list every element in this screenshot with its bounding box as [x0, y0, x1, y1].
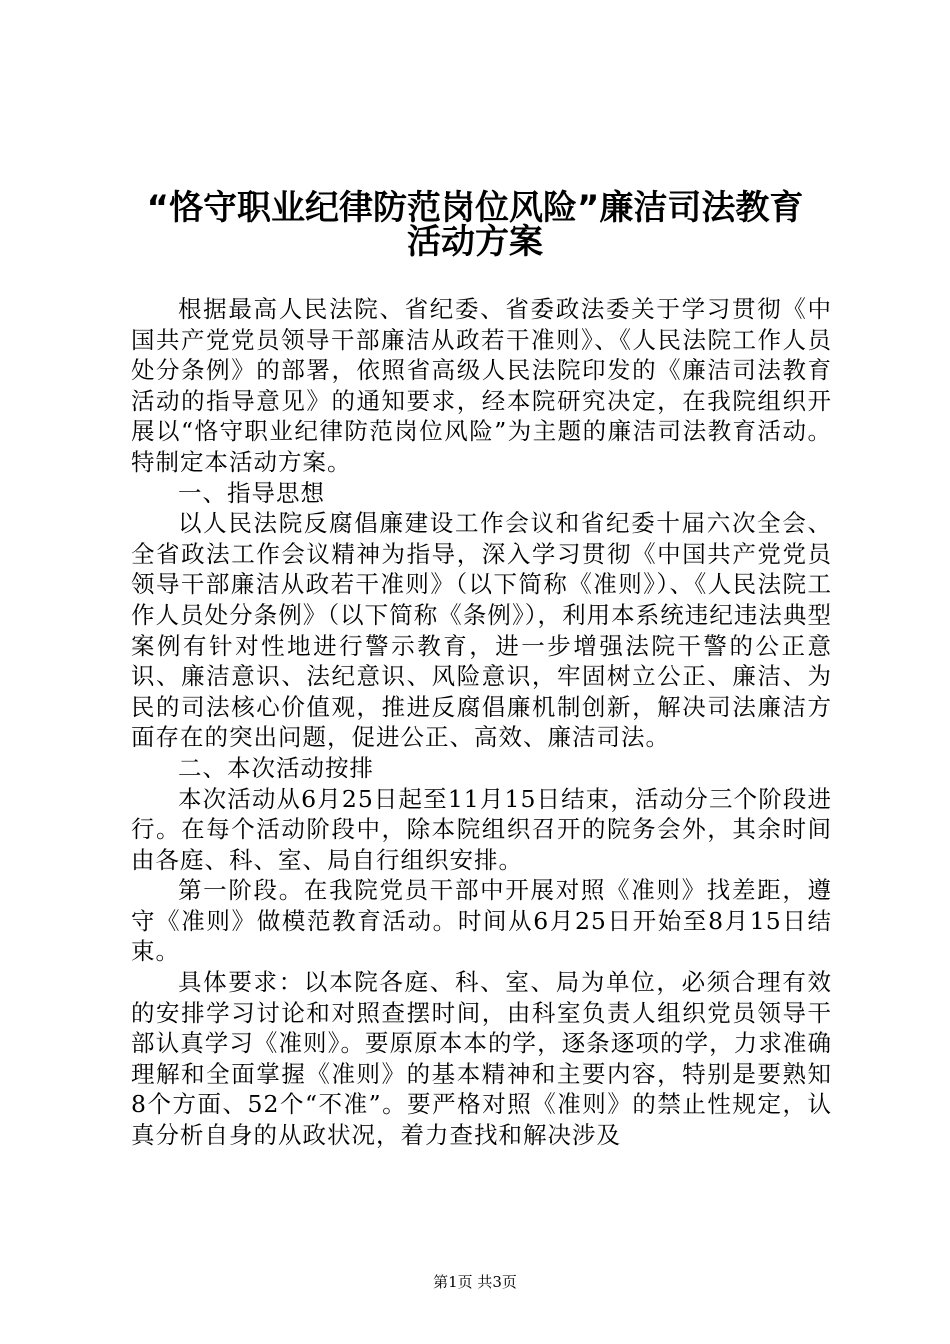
- paragraph-requirements: 具体要求：以本院各庭、科、室、局为单位，必须合理有效的安排学习讨论和对照查摆时间，由科室负责人组织党员领导干部认真学习《准则》。要原原本本的学，逐条逐项的学，力求准确理解和全面掌握《准则》的基本精神和主要内容，特别是要熟知8个方面、52个“不准”。要严格对照《准则》的禁止性规定，认真分析自身的从政状况，着力查找和解决涉及: [131, 968, 832, 1150]
- page-number-footer: 第1页 共3页: [433, 1273, 517, 1291]
- document-title-line-2: 活动方案: [407, 222, 543, 262]
- document-title-line-1: “恪守职业纪律防范岗位风险”廉洁司法教育: [146, 188, 804, 228]
- paragraph-guiding-thought: 以人民法院反腐倡廉建设工作会议和省纪委十届六次全会、全省政法工作会议精神为指导，深入学习贯彻《中国共产党党员领导干部廉洁从政若干准则》（以下简称《准则》）、《人民法院工作人员处分条例》（以下简称《条例》），利用本系统违纪违法典型案例有针对性地进行警示教育，进一步增强法院干警的公正意识、廉洁意识、法纪意识、风险意识，牢固树立公正、廉洁、为民的司法核心价值观，推进反腐倡廉机制创新，解决司法廉洁方面存在的突出问题，促进公正、高效、廉洁司法。: [131, 509, 832, 752]
- paragraph-stage-one: 第一阶段。在我院党员干部中开展对照《准则》找差距，遵守《准则》做模范教育活动。时间从6月25日开始至8月15日结束。: [131, 876, 832, 966]
- section-heading-guiding-thought: 一、指导思想: [178, 478, 325, 507]
- section-heading-arrangement: 二、本次活动按排: [178, 753, 374, 782]
- document-body: [131, 294, 832, 1151]
- paragraph-intro: 根据最高人民法院、省纪委、省委政法委关于学习贯彻《中国共产党党员领导干部廉洁从政若干准则》、《人民法院工作人员处分条例》的部署，依照省高级人民法院印发的《廉洁司法教育活动的指导意见》的通知要求，经本院研究决定，在我院组织开展以“恪守职业纪律防范岗位风险”为主题的廉洁司法教育活动。特制定本活动方案。: [131, 295, 832, 476]
- paragraph-arrangement: 本次活动从6月25日起至11月15日结束，活动分三个阶段进行。在每个活动阶段中，除本院组织召开的院务会外，其余时间由各庭、科、室、局自行组织安排。: [131, 784, 832, 874]
